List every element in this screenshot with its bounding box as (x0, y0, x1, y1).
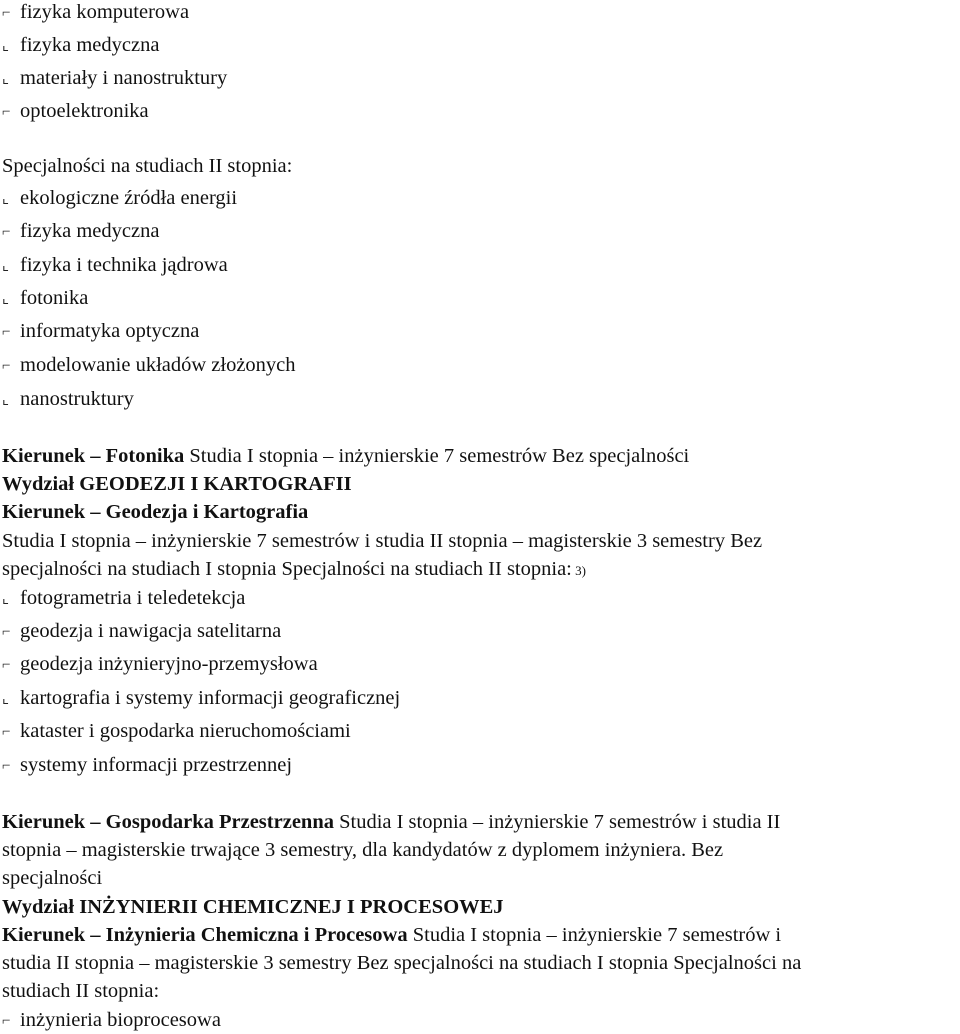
list-item: ⌞ fotogrametria i teledetekcja (2, 587, 246, 609)
bullet-icon: ⌐ (2, 224, 11, 240)
list-item: ⌐ inżynieria bioprocesowa (2, 1009, 221, 1031)
bullet-icon: ⌐ (2, 324, 11, 340)
list-item: ⌐ fizyka medyczna (2, 220, 160, 242)
section-heading: Specjalności na studiach II stopnia: (2, 155, 293, 177)
bullet-icon: ⌐ (2, 657, 11, 673)
bullet-icon: ⌞ (2, 191, 10, 207)
list-item: ⌐ optoelektronika (2, 100, 149, 122)
list-item: ⌞ ekologiczne źródła energii (2, 187, 238, 209)
list-item: ⌐ modelowanie układów złożonych (2, 354, 296, 376)
bullet-icon: ⌞ (2, 291, 10, 307)
faculty-heading: Wydział INŻYNIERII CHEMICZNEJ I PROCESOWEJ (2, 896, 504, 918)
list-item: ⌞ fizyka medyczna (2, 34, 160, 56)
paragraph-line: studia II stopnia – magisterskie 3 semestry Bez specjalności na studiach I stopnia Specjalności na (2, 952, 802, 974)
paragraph-line: studiach II stopnia: (2, 980, 160, 1002)
bullet-icon: ⌐ (2, 724, 11, 740)
list-item: ⌞ fizyka i technika jądrowa (2, 254, 228, 276)
list-item: ⌞ nanostruktury (2, 388, 134, 410)
bullet-icon: ⌞ (2, 71, 10, 87)
bullet-icon: ⌐ (2, 358, 11, 374)
list-item: ⌐ informatyka optyczna (2, 320, 200, 342)
list-item: ⌐ geodezja i nawigacja satelitarna (2, 620, 282, 642)
bullet-icon: ⌞ (2, 591, 10, 607)
list-item: ⌞ fotonika (2, 287, 89, 309)
paragraph-line: specjalności (2, 867, 103, 889)
kierunek-gospodarka: Kierunek – Gospodarka Przestrzenna Studia I stopnia – inżynierskie 7 semestrów i studia II (2, 811, 781, 833)
bullet-icon: ⌞ (2, 691, 10, 707)
bullet-icon: ⌞ (2, 38, 10, 54)
list-item: ⌐ kataster i gospodarka nieruchomościami (2, 720, 351, 742)
bullet-icon: ⌐ (2, 5, 11, 21)
kierunek-fotonika: Kierunek – Fotonika Studia I stopnia – inżynierskie 7 semestrów Bez specjalności (2, 445, 690, 467)
paragraph-line: stopnia – magisterskie trwające 3 semestry, dla kandydatów z dyplomem inżyniera. Bez (2, 839, 724, 861)
bullet-icon: ⌐ (2, 758, 11, 774)
bullet-icon: ⌐ (2, 624, 11, 640)
kierunek-heading: Kierunek – Geodezja i Kartografia (2, 501, 309, 523)
list-item: ⌐ geodezja inżynieryjno-przemysłowa (2, 653, 318, 675)
bullet-icon: ⌞ (2, 258, 10, 274)
bullet-icon: ⌞ (2, 392, 10, 408)
bullet-icon: ⌐ (2, 1013, 11, 1029)
list-item: ⌞ materiały i nanostruktury (2, 67, 228, 89)
list-item: ⌐ systemy informacji przestrzennej (2, 754, 293, 776)
faculty-heading: Wydział GEODEZJI I KARTOGRAFII (2, 473, 352, 495)
paragraph-line: specjalności na studiach I stopnia Specjalności na studiach II stopnia: 3) (2, 558, 586, 580)
kierunek-chemiczna: Kierunek – Inżynieria Chemiczna i Procesowa Studia I stopnia – inżynierskie 7 semestrów i (2, 924, 782, 946)
list-item: ⌞ kartografia i systemy informacji geograficznej (2, 687, 401, 709)
paragraph-line: Studia I stopnia – inżynierskie 7 semestrów i studia II stopnia – magisterskie 3 semestry Bez (2, 530, 763, 552)
list-item: ⌐ fizyka komputerowa (2, 1, 190, 23)
bullet-icon: ⌐ (2, 104, 11, 120)
